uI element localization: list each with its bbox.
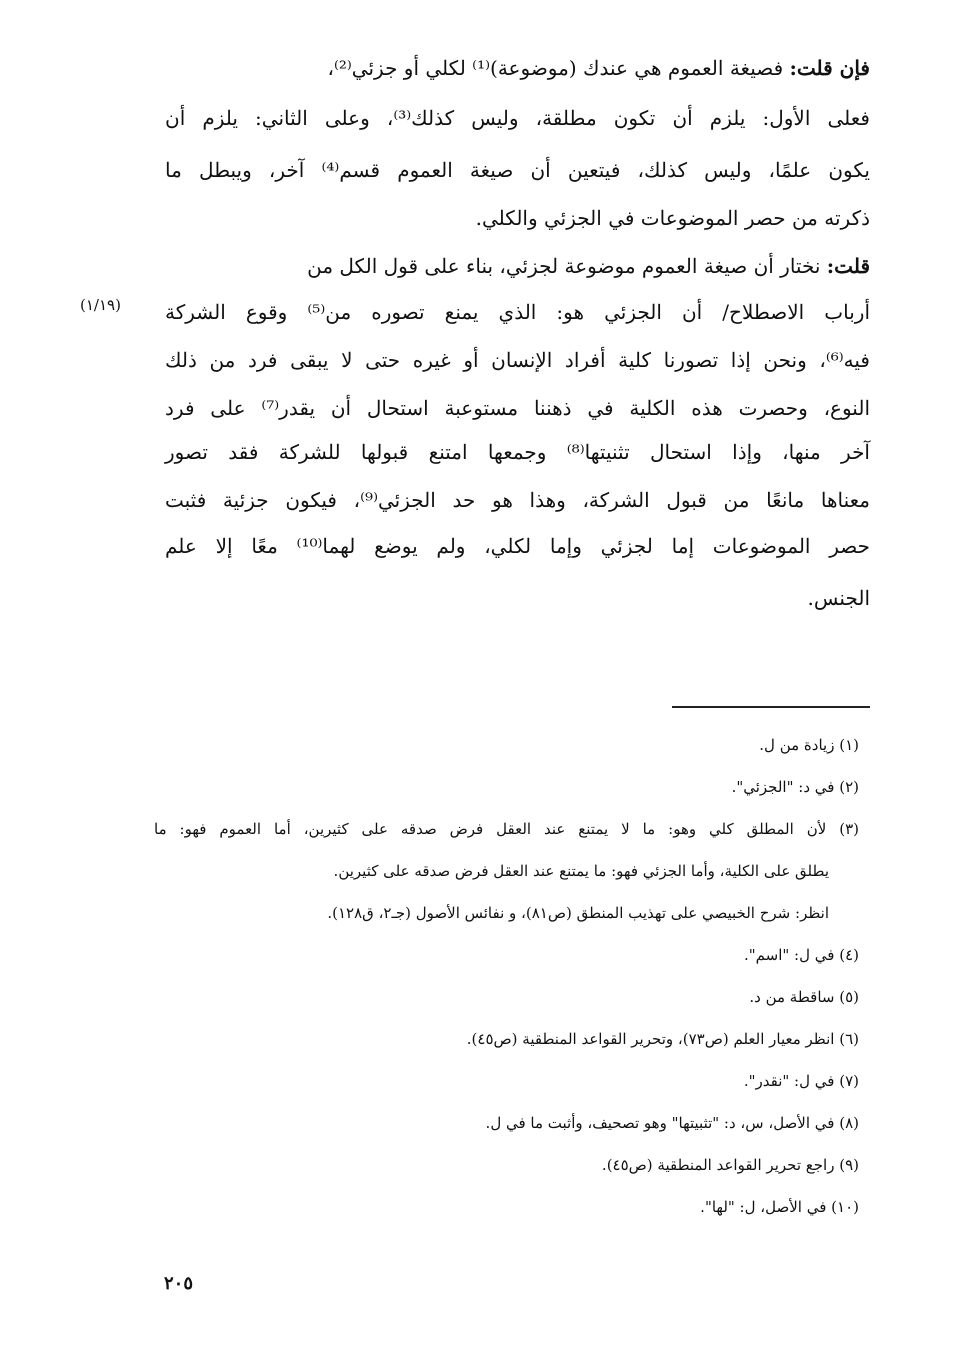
- footnote-3-continuation: يطلق على الكلية، وأما الجزئي فهو: ما يمتنع عند العقل فرض صدقه على كثيرين.: [333, 862, 829, 880]
- paragraph-2-line-1-text: نختار أن صيغة العموم موضوعة لجزئي، بناء على قول الكل من: [307, 254, 827, 278]
- footnote-10: (١٠) في الأصل، ل: "لها".: [700, 1198, 859, 1216]
- footnote-1: (١) زيادة من ل.: [759, 736, 859, 754]
- paragraph-1-lead: فإن قلت:: [789, 56, 870, 80]
- footnote-3: (٣) لأن المطلق كلي وهو: ما لا يمتنع عند العقل فرض صدقه على كثيرين، أما العموم فهو: ما: [154, 820, 859, 838]
- paragraph-1-line-4: ذكرته من حصر الموضوعات في الجزئي والكلي.: [475, 206, 870, 230]
- margin-folio-note: (١/١٩): [80, 296, 121, 314]
- paragraph-2-line-5: آخر منها، وإذا استحال تثنيتها⁽⁸⁾ وجمعها امتنع قبولها للشركة فقد تصور: [165, 440, 870, 464]
- paragraph-2-line-3: فيه⁽⁶⁾، ونحن إذا تصورنا كلية أفراد الإنسان أو غيره حتى لا يبقى فرد من ذلك: [165, 348, 870, 372]
- paragraph-1-line-2: فعلى الأول: يلزم أن تكون مطلقة، وليس كذلك⁽³⁾، وعلى الثاني: يلزم أن: [165, 106, 870, 130]
- footnote-9: (٩) راجع تحرير القواعد المنطقية (ص٤٥).: [601, 1156, 859, 1174]
- paragraph-2-line-4: النوع، وحصرت هذه الكلية في ذهننا مستوعبة استحال أن يقدر⁽⁷⁾ على فرد: [165, 396, 870, 420]
- paragraph-2-line-6: معناها مانعًا من قبول الشركة، وهذا هو حد الجزئي⁽⁹⁾، فيكون جزئية فثبت: [165, 488, 871, 512]
- paragraph-2-lead: قلت:: [826, 254, 870, 278]
- footnote-4: (٤) في ل: "اسم".: [744, 946, 859, 964]
- page-number: ٢٠٥: [164, 1273, 194, 1294]
- footnote-6: (٦) انظر معيار العلم (ص٧٣)، وتحرير القواعد المنطقية (ص٤٥).: [466, 1030, 859, 1048]
- footnote-5: (٥) ساقطة من د.: [749, 988, 859, 1006]
- paragraph-2-line-7: حصر الموضوعات إما لجزئي وإما لكلي، ولم يوضع لهما⁽¹⁰⁾ معًا إلا علم: [165, 534, 870, 558]
- footnote-8: (٨) في الأصل، س، د: "تثبيتها" وهو تصحيف، وأثبت ما في ل.: [485, 1114, 859, 1132]
- paragraph-2-line-2: أرباب الاصطلاح/ أن الجزئي هو: الذي يمنع تصوره من⁽⁵⁾ وقوع الشركة: [165, 300, 870, 324]
- footnote-2: (٢) في د: "الجزئي".: [731, 778, 859, 796]
- footnote-separator: [672, 706, 870, 708]
- paragraph-2-line-8: الجنس.: [807, 586, 870, 610]
- paragraph-1-line-3: يكون علمًا، وليس كذلك، فيتعين أن صيغة العموم قسم⁽⁴⁾ آخر، ويبطل ما: [165, 158, 870, 182]
- paragraph-1-line-1-text: فصيغة العموم هي عندك (موضوعة)⁽¹⁾ لكلي أو جزئي⁽²⁾،: [327, 56, 790, 80]
- footnote-3-reference: انظر: شرح الخبيصي على تهذيب المنطق (ص٨١)، و نفائس الأصول (جـ٢، ق١٢٨).: [327, 904, 829, 922]
- footnote-7: (٧) في ل: "نقدر".: [743, 1072, 859, 1090]
- paragraph-2-line-1: [307, 254, 870, 278]
- paragraph-1-line-1: [327, 56, 870, 80]
